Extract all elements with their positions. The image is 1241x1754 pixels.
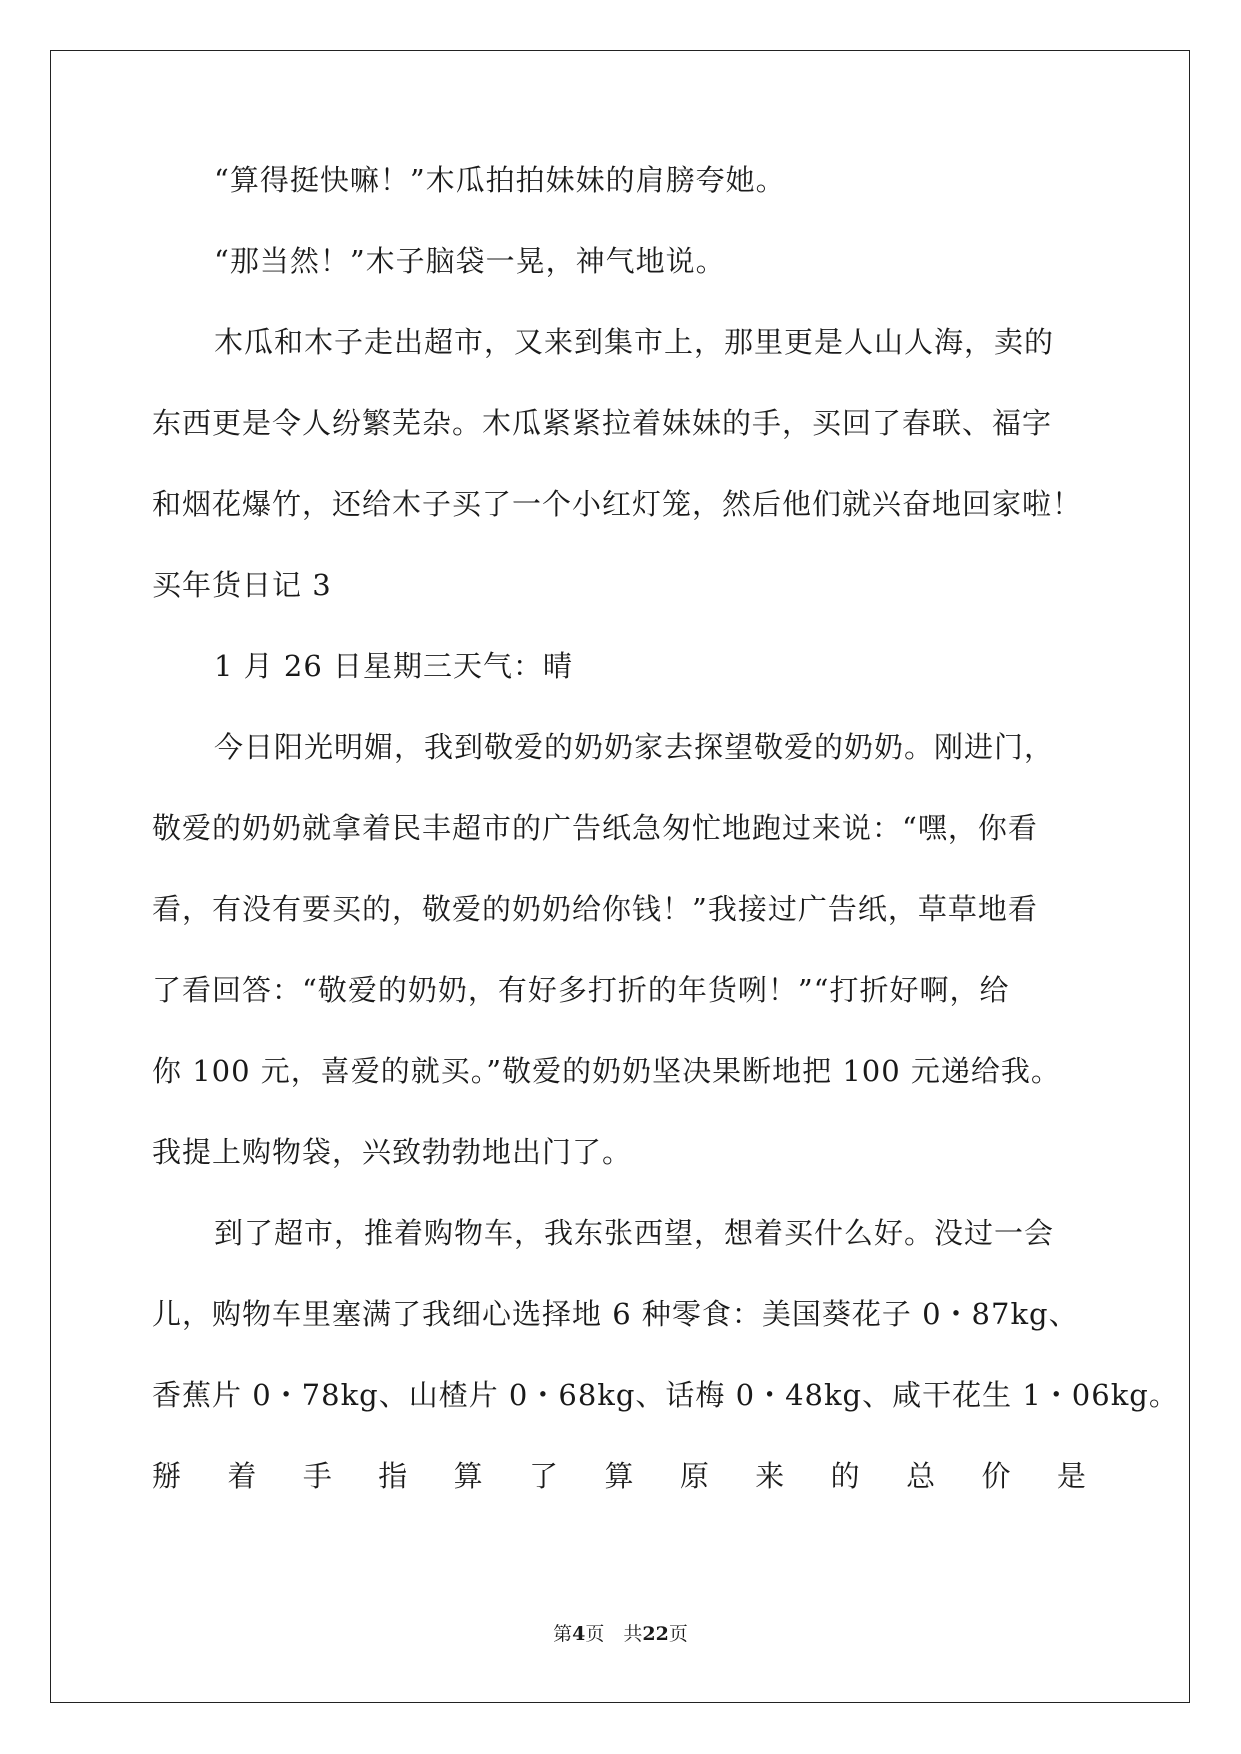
paragraph-line: 了看回答：“敬爱的奶奶，有好多打折的年货咧！”“打折好啊，给 xyxy=(152,973,1010,1007)
paragraph-line: 到了超市，推着购物车，我东张西望，想着买什么好。没过一会 xyxy=(214,1216,1055,1250)
paragraph-line: 香蕉片 0・78kg、山楂片 0・68kg、话梅 0・48kg、咸干花生 1・06kg。 xyxy=(152,1378,1179,1412)
char: 原 xyxy=(679,1459,710,1493)
paragraph-line: 和烟花爆竹，还给木子买了一个小红灯笼，然后他们就兴奋地回家啦！ xyxy=(152,487,1083,521)
justified-last-line xyxy=(152,1456,1087,1537)
current-page-number: 4 xyxy=(572,1623,586,1645)
page-footer xyxy=(0,1622,1241,1646)
paragraph-line: 我提上购物袋，兴致勃勃地出门了。 xyxy=(152,1135,633,1169)
char: 算 xyxy=(453,1459,484,1493)
paragraph-line: 儿，购物车里塞满了我细心选择地 6 种零食：美国葵花子 0・87kg、 xyxy=(152,1297,1079,1331)
char: 价 xyxy=(981,1459,1012,1493)
footer-mid: 页 共 xyxy=(585,1623,643,1645)
char: 了 xyxy=(529,1459,560,1493)
paragraph-line: 你 100 元，喜爱的就买。”敬爱的奶奶坚决果断地把 100 元递给我。 xyxy=(152,1054,1061,1088)
paragraph-line: 敬爱的奶奶就拿着民丰超市的广告纸急匆忙地跑过来说：“嘿，你看 xyxy=(152,811,1038,845)
paragraph-line: 今日阳光明媚，我到敬爱的奶奶家去探望敬爱的奶奶。刚进门， xyxy=(214,730,1055,764)
footer-prefix: 第 xyxy=(553,1623,573,1645)
date-line: 1 月 26 日星期三天气：晴 xyxy=(214,649,574,683)
total-page-count: 22 xyxy=(642,1623,669,1645)
char: 手 xyxy=(302,1459,333,1493)
char: 算 xyxy=(604,1459,635,1493)
document-body xyxy=(152,160,1179,1537)
char: 着 xyxy=(227,1459,258,1493)
paragraph-line: 东西更是令人纷繁芜杂。木瓜紧紧拉着妹妹的手，买回了春联、福字 xyxy=(152,406,1053,440)
paragraph-line: “那当然！”木子脑袋一晃，神气地说。 xyxy=(214,244,726,278)
char: 来 xyxy=(755,1459,786,1493)
paragraph-line: 木瓜和木子走出超市，又来到集市上，那里更是人山人海，卖的 xyxy=(214,325,1055,359)
paragraph-line: “算得挺快嘛！”木瓜拍拍妹妹的肩膀夸她。 xyxy=(214,163,786,197)
char: 总 xyxy=(906,1459,937,1493)
char: 指 xyxy=(378,1459,409,1493)
char: 是 xyxy=(1056,1459,1087,1493)
footer-suffix: 页 xyxy=(668,1623,688,1645)
paragraph-line: 看，有没有要买的，敬爱的奶奶给你钱！”我接过广告纸，草草地看 xyxy=(152,892,1038,926)
char: 的 xyxy=(830,1459,861,1493)
section-heading: 买年货日记 3 xyxy=(152,568,332,602)
char: 掰 xyxy=(152,1459,183,1493)
